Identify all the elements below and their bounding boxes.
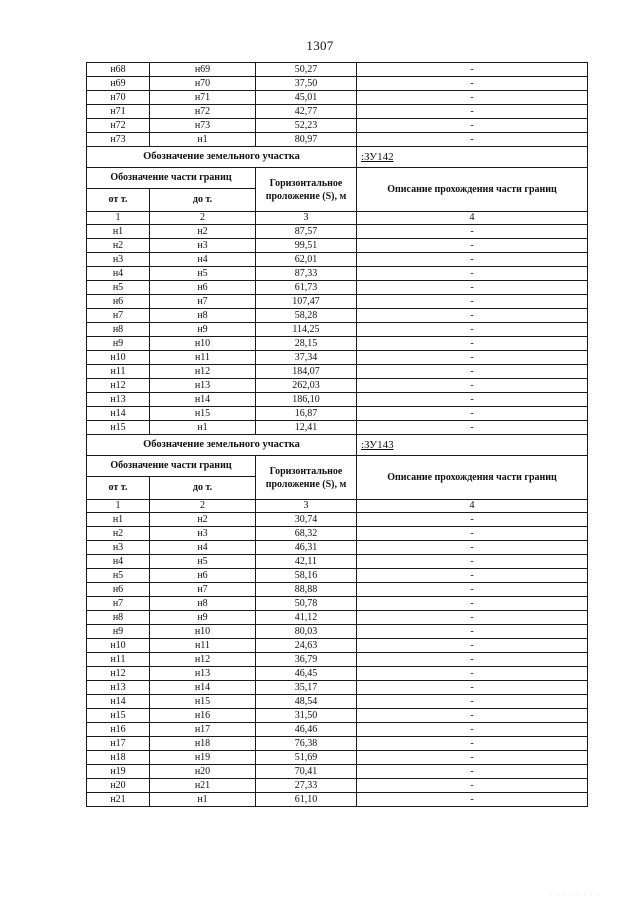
table-row xyxy=(87,709,588,723)
plot-label: Обозначение земельного участка xyxy=(87,147,357,168)
distance-cell: 36,79 xyxy=(256,653,357,667)
description-cell: - xyxy=(357,393,588,407)
column-number-cell: 3 xyxy=(256,500,357,513)
from-point-cell: н3 xyxy=(87,541,150,555)
description-cell: - xyxy=(357,765,588,779)
from-point-cell: н8 xyxy=(87,323,150,337)
description-cell: - xyxy=(357,625,588,639)
table-row xyxy=(87,323,588,337)
description-cell: - xyxy=(357,793,588,807)
table-row xyxy=(87,765,588,779)
from-point-cell: н6 xyxy=(87,583,150,597)
to-point-cell: н4 xyxy=(150,253,256,267)
distance-cell: 76,38 xyxy=(256,737,357,751)
from-point-cell: н12 xyxy=(87,667,150,681)
from-point-cell: н1 xyxy=(87,225,150,239)
from-point-cell: н13 xyxy=(87,393,150,407)
to-point-cell: н3 xyxy=(150,239,256,253)
distance-cell: 31,50 xyxy=(256,709,357,723)
from-point-cell: н73 xyxy=(87,133,150,147)
distance-cell: 41,12 xyxy=(256,611,357,625)
to-header: до т. xyxy=(150,477,256,500)
description-cell: - xyxy=(357,239,588,253)
column-number-cell: 4 xyxy=(357,212,588,225)
from-point-cell: н72 xyxy=(87,119,150,133)
table-row xyxy=(87,337,588,351)
column-number-cell: 2 xyxy=(150,212,256,225)
to-point-cell: н17 xyxy=(150,723,256,737)
description-header: Описание прохождения части границ xyxy=(357,168,588,212)
description-cell: - xyxy=(357,611,588,625)
to-point-cell: н3 xyxy=(150,527,256,541)
to-point-cell: н14 xyxy=(150,393,256,407)
from-point-cell: н2 xyxy=(87,527,150,541)
table-row xyxy=(87,225,588,239)
to-point-cell: н1 xyxy=(150,421,256,435)
to-header: до т. xyxy=(150,189,256,212)
from-point-cell: н15 xyxy=(87,421,150,435)
table-row xyxy=(87,555,588,569)
from-point-cell: н2 xyxy=(87,239,150,253)
from-point-cell: н7 xyxy=(87,309,150,323)
part-label-header: Обозначение части границ xyxy=(87,456,256,477)
to-point-cell: н16 xyxy=(150,709,256,723)
part-label-header: Обозначение части границ xyxy=(87,168,256,189)
description-cell: - xyxy=(357,63,588,77)
description-cell: - xyxy=(357,541,588,555)
distance-cell: 58,16 xyxy=(256,569,357,583)
to-point-cell: н10 xyxy=(150,625,256,639)
table-row xyxy=(87,695,588,709)
column-number-cell: 4 xyxy=(357,500,588,513)
distance-header: Горизонтальное проложение (S), м xyxy=(256,456,357,500)
distance-cell: 35,17 xyxy=(256,681,357,695)
column-number-row xyxy=(87,212,588,225)
distance-cell: 61,73 xyxy=(256,281,357,295)
distance-header: Горизонтальное проложение (S), м xyxy=(256,168,357,212)
from-point-cell: н5 xyxy=(87,281,150,295)
table-row xyxy=(87,281,588,295)
distance-cell: 27,33 xyxy=(256,779,357,793)
from-point-cell: н9 xyxy=(87,625,150,639)
description-cell: - xyxy=(357,105,588,119)
table-row xyxy=(87,77,588,91)
from-point-cell: н20 xyxy=(87,779,150,793)
description-cell: - xyxy=(357,751,588,765)
from-point-cell: н4 xyxy=(87,267,150,281)
to-point-cell: н20 xyxy=(150,765,256,779)
page-number: 1307 xyxy=(306,38,334,53)
from-point-cell: н13 xyxy=(87,681,150,695)
table-row xyxy=(87,105,588,119)
description-cell: - xyxy=(357,583,588,597)
table-row xyxy=(87,119,588,133)
table-row xyxy=(87,625,588,639)
to-point-cell: н6 xyxy=(150,281,256,295)
to-point-cell: н8 xyxy=(150,309,256,323)
distance-cell: 62,01 xyxy=(256,253,357,267)
description-cell: - xyxy=(357,513,588,527)
boundary-table-body xyxy=(87,63,588,807)
description-header: Описание прохождения части границ xyxy=(357,456,588,500)
to-point-cell: н73 xyxy=(150,119,256,133)
distance-cell: 16,87 xyxy=(256,407,357,421)
from-point-cell: н1 xyxy=(87,513,150,527)
distance-cell: 37,50 xyxy=(256,77,357,91)
to-point-cell: н11 xyxy=(150,351,256,365)
from-point-cell: н3 xyxy=(87,253,150,267)
distance-cell: 42,77 xyxy=(256,105,357,119)
from-point-cell: н4 xyxy=(87,555,150,569)
table-row xyxy=(87,63,588,77)
table-row xyxy=(87,527,588,541)
to-point-cell: н5 xyxy=(150,555,256,569)
table-row xyxy=(87,639,588,653)
plot-label: Обозначение земельного участка xyxy=(87,435,357,456)
to-point-cell: н4 xyxy=(150,541,256,555)
from-point-cell: н69 xyxy=(87,77,150,91)
column-header-row xyxy=(87,168,588,189)
from-point-cell: н18 xyxy=(87,751,150,765)
description-cell: - xyxy=(357,779,588,793)
description-cell: - xyxy=(357,267,588,281)
distance-cell: 24,63 xyxy=(256,639,357,653)
to-point-cell: н18 xyxy=(150,737,256,751)
from-point-cell: н7 xyxy=(87,597,150,611)
description-cell: - xyxy=(357,379,588,393)
table-row xyxy=(87,597,588,611)
table-row xyxy=(87,379,588,393)
distance-cell: 46,45 xyxy=(256,667,357,681)
description-cell: - xyxy=(357,681,588,695)
to-point-cell: н13 xyxy=(150,379,256,393)
to-point-cell: н2 xyxy=(150,513,256,527)
table-row xyxy=(87,133,588,147)
distance-cell: 186,10 xyxy=(256,393,357,407)
from-point-cell: н68 xyxy=(87,63,150,77)
table-row xyxy=(87,681,588,695)
column-number-cell: 2 xyxy=(150,500,256,513)
table-row xyxy=(87,393,588,407)
plot-header-row xyxy=(87,435,588,456)
distance-cell: 99,51 xyxy=(256,239,357,253)
to-point-cell: н12 xyxy=(150,365,256,379)
column-number-cell: 1 xyxy=(87,212,150,225)
distance-cell: 42,11 xyxy=(256,555,357,569)
description-cell: - xyxy=(357,77,588,91)
distance-cell: 80,03 xyxy=(256,625,357,639)
distance-cell: 58,28 xyxy=(256,309,357,323)
to-point-cell: н8 xyxy=(150,597,256,611)
to-point-cell: н12 xyxy=(150,653,256,667)
table-row xyxy=(87,541,588,555)
description-cell: - xyxy=(357,723,588,737)
description-cell: - xyxy=(357,309,588,323)
distance-cell: 50,27 xyxy=(256,63,357,77)
distance-cell: 87,57 xyxy=(256,225,357,239)
table-row xyxy=(87,723,588,737)
to-point-cell: н5 xyxy=(150,267,256,281)
column-number-row xyxy=(87,500,588,513)
distance-cell: 80,97 xyxy=(256,133,357,147)
column-number-cell: 1 xyxy=(87,500,150,513)
from-point-cell: н16 xyxy=(87,723,150,737)
description-cell: - xyxy=(357,323,588,337)
table-row xyxy=(87,91,588,105)
from-point-cell: н6 xyxy=(87,295,150,309)
to-point-cell: н13 xyxy=(150,667,256,681)
to-point-cell: н9 xyxy=(150,323,256,337)
description-cell: - xyxy=(357,555,588,569)
to-point-cell: н71 xyxy=(150,91,256,105)
description-cell: - xyxy=(357,421,588,435)
from-point-cell: н5 xyxy=(87,569,150,583)
table-row xyxy=(87,295,588,309)
distance-cell: 46,46 xyxy=(256,723,357,737)
description-cell: - xyxy=(357,709,588,723)
description-cell: - xyxy=(357,119,588,133)
table-row xyxy=(87,569,588,583)
description-cell: - xyxy=(357,569,588,583)
to-point-cell: н6 xyxy=(150,569,256,583)
to-point-cell: н1 xyxy=(150,793,256,807)
table-row xyxy=(87,267,588,281)
table-row xyxy=(87,513,588,527)
distance-cell: 107,47 xyxy=(256,295,357,309)
from-point-cell: н21 xyxy=(87,793,150,807)
from-header: от т. xyxy=(87,477,150,500)
table-row xyxy=(87,239,588,253)
table-row xyxy=(87,737,588,751)
plot-header-row xyxy=(87,147,588,168)
distance-cell: 30,74 xyxy=(256,513,357,527)
description-cell: - xyxy=(357,653,588,667)
description-cell: - xyxy=(357,639,588,653)
distance-cell: 87,33 xyxy=(256,267,357,281)
boundary-table xyxy=(86,62,588,807)
table-row xyxy=(87,793,588,807)
from-point-cell: н11 xyxy=(87,365,150,379)
from-point-cell: н70 xyxy=(87,91,150,105)
to-point-cell: н7 xyxy=(150,583,256,597)
to-point-cell: н7 xyxy=(150,295,256,309)
table-row xyxy=(87,653,588,667)
table-row xyxy=(87,583,588,597)
table-row xyxy=(87,779,588,793)
distance-cell: 45,01 xyxy=(256,91,357,105)
description-cell: - xyxy=(357,295,588,309)
description-cell: - xyxy=(357,281,588,295)
description-cell: - xyxy=(357,407,588,421)
from-point-cell: н15 xyxy=(87,709,150,723)
distance-cell: 52,23 xyxy=(256,119,357,133)
distance-cell: 28,15 xyxy=(256,337,357,351)
to-point-cell: н19 xyxy=(150,751,256,765)
plot-code: :ЗУ142 xyxy=(357,147,588,168)
table-row xyxy=(87,407,588,421)
from-point-cell: н10 xyxy=(87,351,150,365)
description-cell: - xyxy=(357,597,588,611)
from-point-cell: н19 xyxy=(87,765,150,779)
to-point-cell: н70 xyxy=(150,77,256,91)
to-point-cell: н1 xyxy=(150,133,256,147)
to-point-cell: н2 xyxy=(150,225,256,239)
description-cell: - xyxy=(357,133,588,147)
distance-cell: 68,32 xyxy=(256,527,357,541)
distance-cell: 51,69 xyxy=(256,751,357,765)
column-number-cell: 3 xyxy=(256,212,357,225)
table-row xyxy=(87,611,588,625)
to-point-cell: н72 xyxy=(150,105,256,119)
description-cell: - xyxy=(357,527,588,541)
table-row xyxy=(87,351,588,365)
description-cell: - xyxy=(357,365,588,379)
to-point-cell: н11 xyxy=(150,639,256,653)
distance-cell: 184,07 xyxy=(256,365,357,379)
description-cell: - xyxy=(357,737,588,751)
to-point-cell: н14 xyxy=(150,681,256,695)
description-cell: - xyxy=(357,253,588,267)
to-point-cell: н10 xyxy=(150,337,256,351)
from-header: от т. xyxy=(87,189,150,212)
distance-cell: 61,10 xyxy=(256,793,357,807)
to-point-cell: н15 xyxy=(150,407,256,421)
distance-cell: 46,31 xyxy=(256,541,357,555)
table-row xyxy=(87,667,588,681)
distance-cell: 70,41 xyxy=(256,765,357,779)
from-point-cell: н14 xyxy=(87,695,150,709)
description-cell: - xyxy=(357,225,588,239)
from-point-cell: н14 xyxy=(87,407,150,421)
table-row xyxy=(87,253,588,267)
description-cell: - xyxy=(357,695,588,709)
to-point-cell: н21 xyxy=(150,779,256,793)
table-row xyxy=(87,309,588,323)
plot-code: :ЗУ143 xyxy=(357,435,588,456)
to-point-cell: н9 xyxy=(150,611,256,625)
distance-cell: 262,03 xyxy=(256,379,357,393)
to-point-cell: н69 xyxy=(150,63,256,77)
from-point-cell: н11 xyxy=(87,653,150,667)
distance-cell: 37,34 xyxy=(256,351,357,365)
from-point-cell: н71 xyxy=(87,105,150,119)
table-row xyxy=(87,365,588,379)
description-cell: - xyxy=(357,337,588,351)
table-row xyxy=(87,751,588,765)
from-point-cell: н17 xyxy=(87,737,150,751)
distance-cell: 114,25 xyxy=(256,323,357,337)
distance-cell: 12,41 xyxy=(256,421,357,435)
distance-cell: 50,78 xyxy=(256,597,357,611)
from-point-cell: н8 xyxy=(87,611,150,625)
scan-edge-mark: · · · · · · · · xyxy=(549,890,600,899)
from-point-cell: н10 xyxy=(87,639,150,653)
table-row xyxy=(87,421,588,435)
description-cell: - xyxy=(357,667,588,681)
description-cell: - xyxy=(357,91,588,105)
column-header-row xyxy=(87,456,588,477)
from-point-cell: н9 xyxy=(87,337,150,351)
description-cell: - xyxy=(357,351,588,365)
distance-cell: 48,54 xyxy=(256,695,357,709)
to-point-cell: н15 xyxy=(150,695,256,709)
from-point-cell: н12 xyxy=(87,379,150,393)
distance-cell: 88,88 xyxy=(256,583,357,597)
